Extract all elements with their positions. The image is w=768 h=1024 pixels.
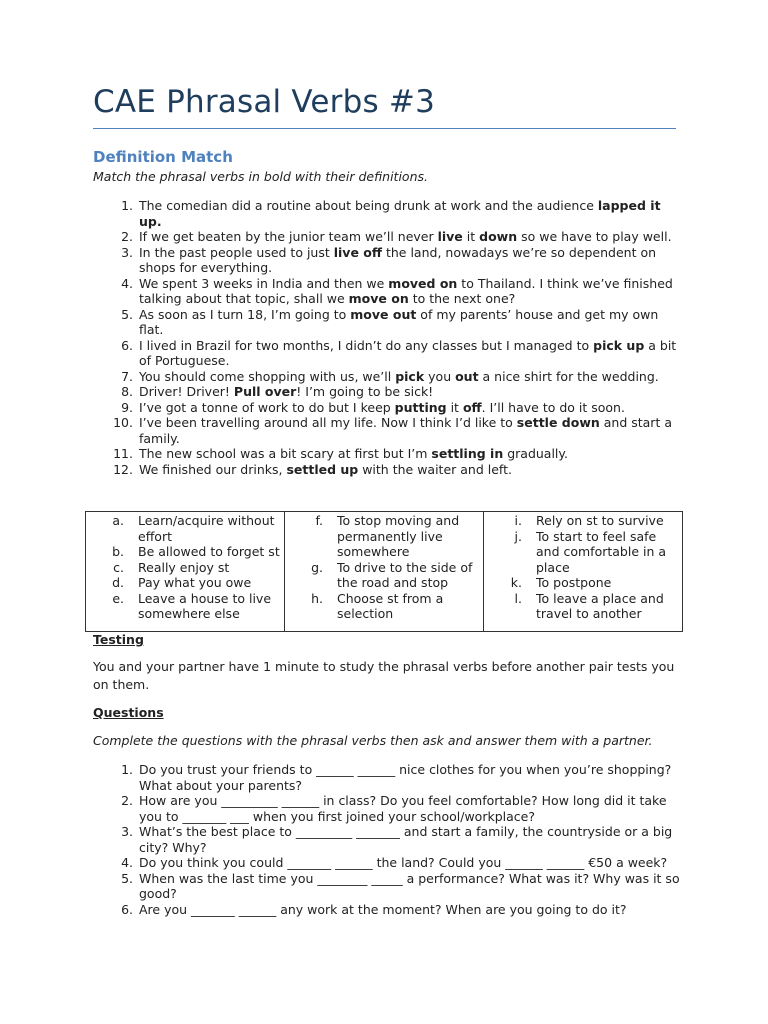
sentence-item [93,415,683,446]
definition-letter: a. [112,513,124,528]
definition-item [92,560,280,576]
definitions-column-3 [484,512,682,631]
definition-item [291,591,479,622]
question-number: 6. [121,901,133,917]
question-text: Are you _______ ______ any work at the moment? When are you going to do it? [139,901,627,917]
questions-instruction: Complete the questions with the phrasal verbs then ask and answer them with a partner. [93,733,653,748]
sentence-item [93,276,683,307]
sentence-text: If we get beaten by the junior team we’ll never live it down so we have to play well. [139,229,672,244]
definition-item [490,591,678,622]
sentence-text: In the past people used to just live off the land, nowadays we’re so dependent on shops for everything. [139,244,657,275]
sentence-text: The new school was a bit scary at first but I’m settling in gradually. [139,446,568,461]
sentence-item [93,462,683,478]
sentence-number: 6. [121,337,133,353]
question-number: 5. [121,870,133,886]
definitions-column-1 [86,512,285,631]
definition-text: Choose st from a selection [337,590,444,621]
definition-text: Leave a house to live somewhere else [138,590,272,621]
sentence-number: 12. [113,461,133,477]
question-text: Do you think you could _______ ______ the land? Could you ______ ______ €50 a week? [139,855,668,870]
definition-item [291,560,479,591]
question-item [93,762,683,793]
definition-item [92,575,280,591]
questions-list [93,762,683,917]
sentence-item [93,384,683,400]
sentence-number: 7. [121,368,133,384]
question-item [93,824,683,855]
definition-letter: i. [514,513,522,528]
definition-text: Learn/acquire without effort [138,513,275,544]
question-item [93,902,683,918]
sentence-item [93,229,683,245]
definition-letter: l. [514,590,522,606]
sentence-number: 4. [121,275,133,291]
definition-text: Rely on st to survive [536,513,664,528]
definition-item [490,575,678,591]
question-number: 1. [121,762,133,777]
definition-letter: g. [311,559,323,575]
sentence-number: 11. [113,446,133,461]
sentence-text: We finished our drinks, settled up with the waiter and left. [139,461,512,477]
definition-match-heading: Definition Match [93,148,233,166]
sentence-text: Driver! Driver! Pull over! I’m going to be sick! [139,384,434,399]
sentence-number: 3. [121,244,133,260]
definition-letter: k. [510,575,522,590]
sentence-number: 10. [113,415,133,430]
definition-item [490,529,678,576]
question-number: 4. [121,855,133,870]
sentence-text: As soon as I turn 18, I’m going to move out of my parents’ house and get my own flat. [139,306,659,337]
question-text: When was the last time you ________ _____ a performance? What was it? Why was it so good? [139,870,680,901]
sentence-item [93,245,683,276]
sentence-text: I’ve got a tonne of work to do but I keep putting it off. I’ll have to do it soon. [139,399,625,415]
sentence-item [93,369,683,385]
question-text: Do you trust your friends to ______ ______ nice clothes for you when you’re shopping? What about your parents? [139,762,672,793]
sentence-text: I lived in Brazil for two months, I didn’t do any classes but I managed to pick up a bit of Portuguese. [139,337,677,368]
sentence-text: You should come shopping with us, we’ll pick you out a nice shirt for the wedding. [139,368,659,384]
phrasal-verb-sentence-list [93,198,683,477]
definition-letter: f. [315,513,323,528]
question-number: 3. [121,824,133,839]
sentence-item [93,198,683,229]
sentence-item [93,338,683,369]
definitions-column-2 [285,512,484,631]
definition-text: Pay what you owe [138,575,252,590]
questions-heading: Questions [93,705,164,720]
definition-text: To start to feel safe and comfortable in a place [536,528,667,575]
question-item [93,871,683,902]
testing-text: You and your partner have 1 minute to study the phrasal verbs before another pair tests you on them. [93,659,675,692]
definition-letter: c. [113,559,124,575]
page-title: CAE Phrasal Verbs #3 [93,84,435,120]
sentence-number: 2. [121,229,133,244]
definition-item [490,513,678,529]
definition-item [92,591,280,622]
question-number: 2. [121,793,133,808]
sentence-item [93,400,683,416]
definition-text: To drive to the side of the road and stop [337,559,473,590]
sentence-number: 1. [121,198,133,213]
title-divider [93,128,676,129]
question-text: What’s the best place to _________ _______ and start a family, the countryside or a big city? Why? [139,824,673,855]
sentence-text: I’ve been travelling around all my life. Now I think I’d like to settle down and start a family. [139,415,672,446]
definition-text: To stop moving and permanently live somewhere [337,513,460,559]
question-item [93,855,683,871]
sentence-text: The comedian did a routine about being drunk at work and the audience lapped it up. [139,198,661,229]
sentence-number: 9. [121,399,133,415]
sentence-item [93,446,683,462]
definitions-table [85,511,683,632]
sentence-number: 8. [121,384,133,399]
definition-item [291,513,479,560]
definition-text: Be allowed to forget st [138,544,280,559]
definition-letter: e. [112,590,124,606]
definition-letter: j. [514,528,522,544]
definition-letter: h. [311,590,323,606]
definition-text: To postpone [536,575,612,590]
question-item [93,793,683,824]
question-text: How are you _________ ______ in class? Do you feel comfortable? How long did it take you to _______ ___ when you first joined your school/workplace? [139,793,667,824]
testing-heading: Testing [93,632,144,647]
definition-letter: d. [112,575,124,590]
sentence-text: We spent 3 weeks in India and then we moved on to Thailand. I think we’ve finished talking about that topic, shall we move on to the next one? [139,275,673,306]
definition-letter: b. [112,544,124,559]
sentence-number: 5. [121,306,133,322]
definition-text: Really enjoy st [138,559,230,575]
sentence-item [93,307,683,338]
definition-item [92,513,280,544]
definition-text: To leave a place and travel to another [536,590,664,621]
definition-match-instruction: Match the phrasal verbs in bold with their definitions. [93,169,428,184]
definition-item [92,544,280,560]
